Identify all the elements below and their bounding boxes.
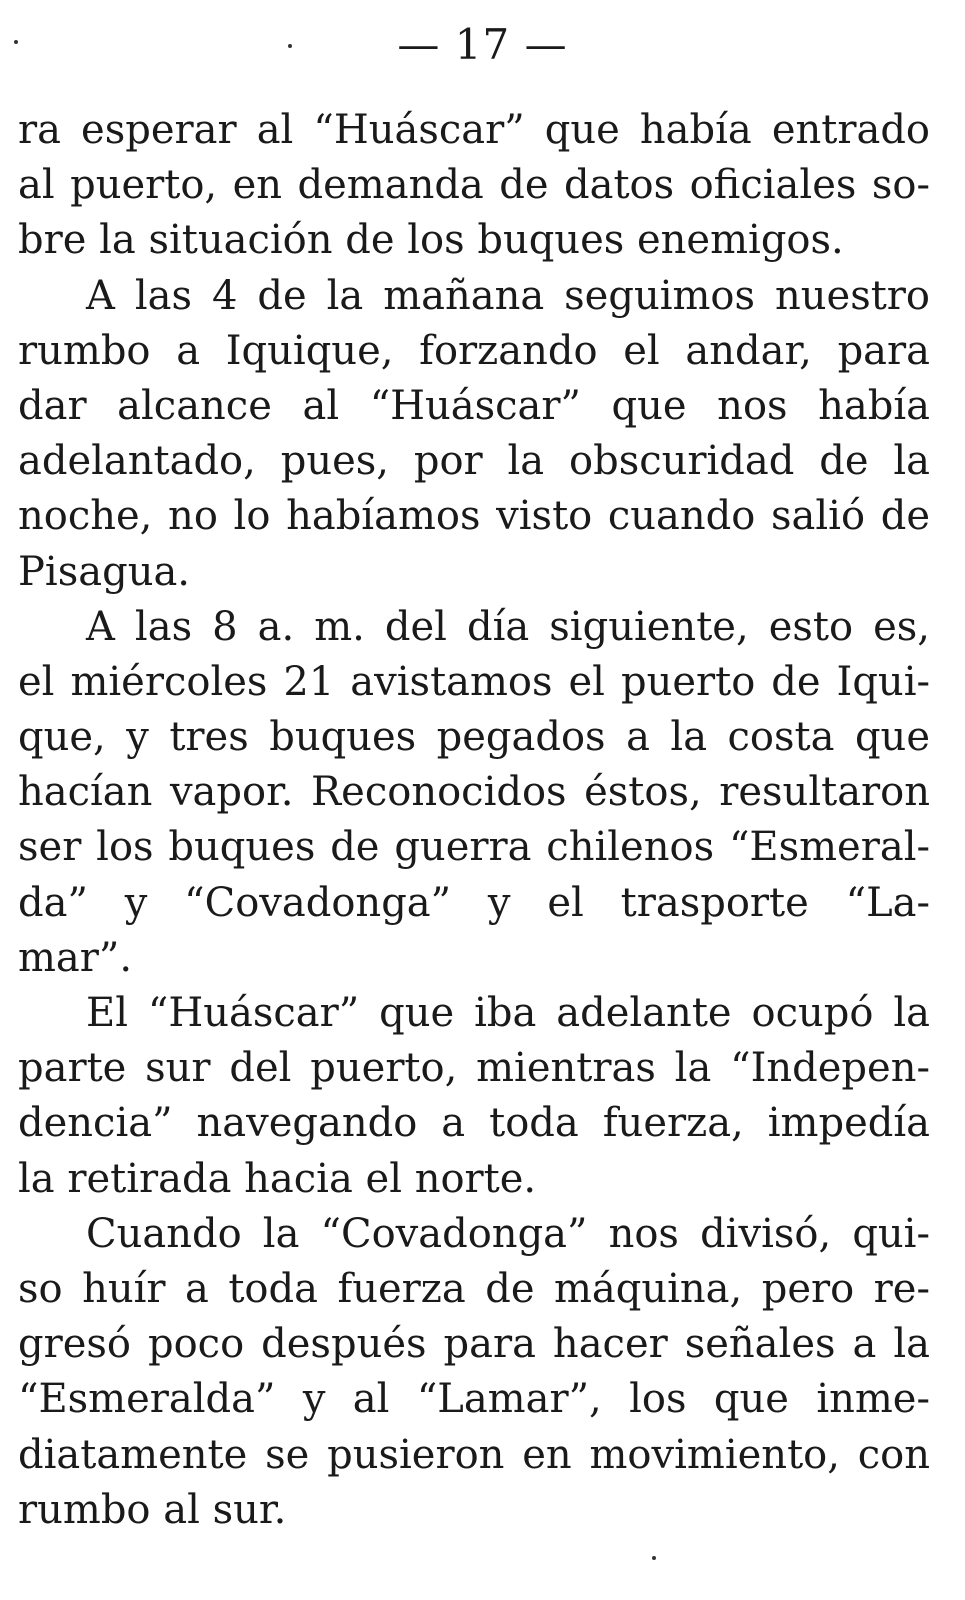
text-line: noche, no lo habíamos visto cuando salió de xyxy=(18,493,930,540)
text-line: bre la situación de los buques enemigos. xyxy=(18,217,844,264)
text-line: A las 8 a. m. del día siguiente, esto es, xyxy=(86,603,930,650)
text-line: El “Huáscar” que iba adelante ocupó la xyxy=(86,990,930,1036)
page-number: — 17 — xyxy=(397,20,568,69)
text-line: hacían vapor. Reconocidos éstos, resultaron xyxy=(18,769,930,816)
text-line: ra esperar al “Huáscar” que había entrado xyxy=(18,107,930,153)
text-line: dencia” navegando a toda fuerza, impedía xyxy=(18,1100,930,1147)
text-line: dar alcance al “Huáscar” que nos había xyxy=(18,382,930,429)
text-line: Cuando la “Covadonga” nos divisó, qui- xyxy=(86,1210,930,1257)
text-line: rumbo al sur. xyxy=(18,1486,287,1533)
text-line: al puerto, en demanda de datos oficiales so- xyxy=(18,162,930,209)
text-line: el miércoles 21 avistamos el puerto de Iqui- xyxy=(18,658,930,705)
text-line: Pisagua. xyxy=(18,548,191,595)
text-line: rumbo a Iquique, forzando el andar, para xyxy=(18,327,930,374)
text-line: “Esmeralda” y al “Lamar”, los que inme- xyxy=(18,1376,930,1423)
ink-speck xyxy=(652,1556,656,1560)
body-text xyxy=(18,103,930,1538)
text-line: adelantado, pues, por la obscuridad de la xyxy=(18,438,930,485)
text-line: ser los buques de guerra chilenos “Esmeral- xyxy=(18,824,930,871)
text-line: la retirada hacia el norte. xyxy=(18,1155,537,1202)
text-line: diatamente se pusieron en movimiento, con xyxy=(18,1431,930,1478)
text-line: parte sur del puerto, mientras la “Indepen- xyxy=(18,1045,930,1092)
text-line: da” y “Covadonga” y el trasporte “La- xyxy=(18,879,930,926)
text-line: mar”. xyxy=(18,934,133,981)
text-line: que, y tres buques pegados a la costa que xyxy=(18,714,930,761)
text-line: A las 4 de la mañana seguimos nuestro xyxy=(86,272,930,319)
text-line: gresó poco después para hacer señales a la xyxy=(18,1321,930,1368)
text-line: so huír a toda fuerza de máquina, pero re- xyxy=(18,1265,930,1312)
